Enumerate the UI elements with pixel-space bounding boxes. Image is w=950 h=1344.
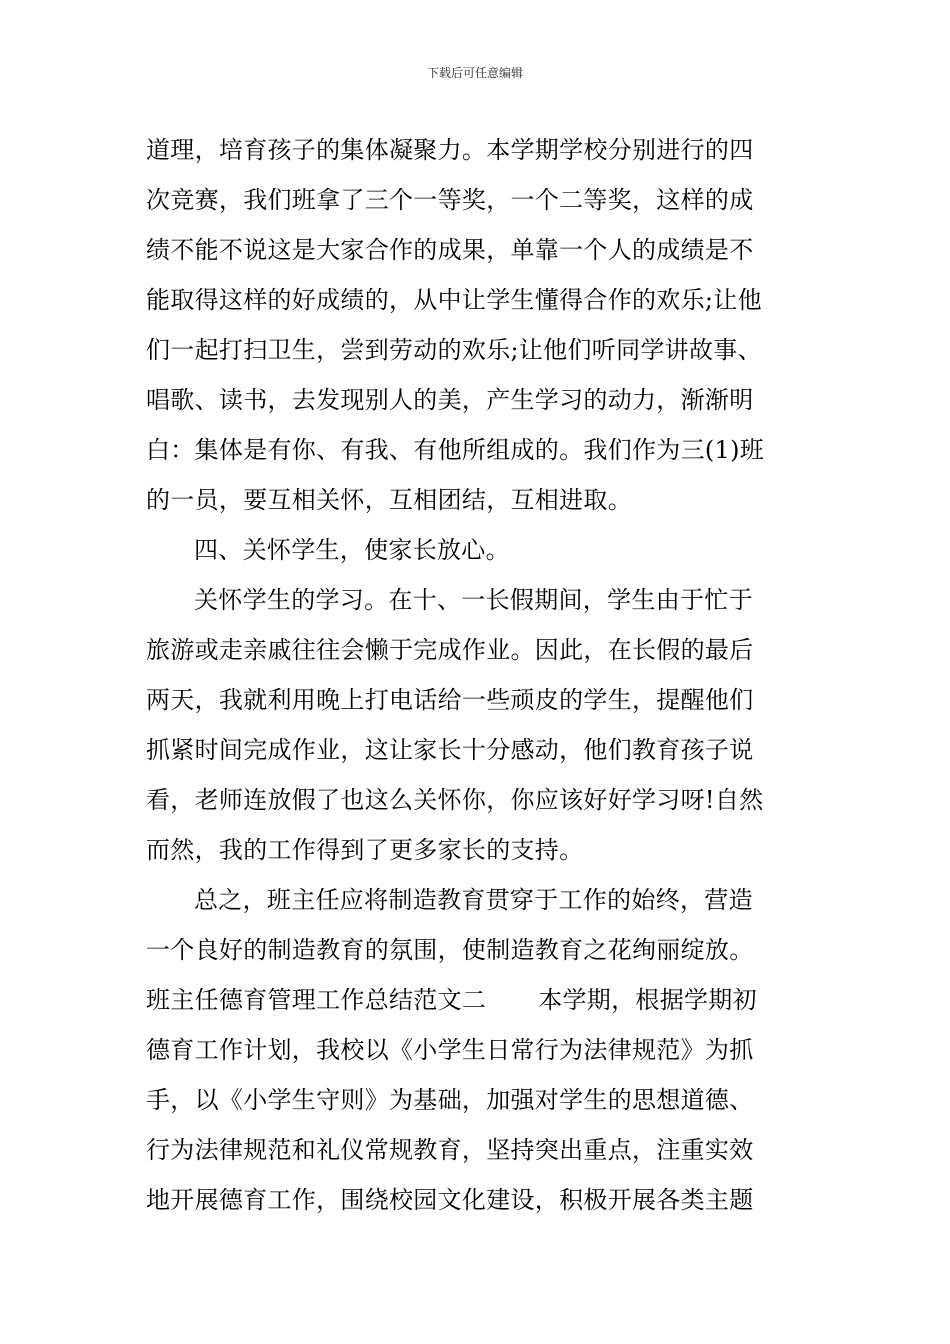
text-line: 次竞赛，我们班拿了三个一等奖，一个二等奖，这样的成 <box>146 186 754 214</box>
text-line: 德育工作计划，我校以《小学生日常行为法律规范》为抓 <box>146 1036 754 1064</box>
title-continuation: 本学期，根据学期初 <box>538 986 757 1014</box>
text-line: 两天，我就利用晚上打电话给一些顽皮的学生，提醒他们 <box>146 686 754 714</box>
text-line: 道理，培育孩子的集体凝聚力。本学期学校分别进行的四 <box>146 136 754 164</box>
document-title: 班主任德育管理工作总结范文二 <box>146 986 487 1014</box>
text-line: 唱歌、读书，去发现别人的美，产生学习的动力，渐渐明 <box>146 386 754 414</box>
text-line: 旅游或走亲戚往往会懒于完成作业。因此，在长假的最后 <box>146 636 754 664</box>
text-line: 而然，我的工作得到了更多家长的支持。 <box>146 836 584 864</box>
paragraph-start-line: 关怀学生的学习。在十、一长假期间，学生由于忙于 <box>194 586 753 614</box>
text-line: 抓紧时间完成作业，这让家长十分感动，他们教育孩子说 <box>146 736 754 764</box>
text-line: 绩不能不说这是大家合作的成果，单靠一个人的成绩是不 <box>146 236 754 264</box>
text-line: 们一起打扫卫生，尝到劳动的欢乐;让他们听同学讲故事、 <box>146 336 762 364</box>
text-line: 的一员，要互相关怀，互相团结，互相进取。 <box>146 486 632 514</box>
text-line: 地开展德育工作，围绕校园文化建设，积极开展各类主题 <box>146 1186 754 1214</box>
text-line: 看，老师连放假了也这么关怀你，你应该好好学习呀!自然 <box>146 786 764 814</box>
text-line: 行为法律规范和礼仪常规教育，坚持突出重点，注重实效 <box>146 1136 754 1164</box>
title-line <box>146 975 811 1025</box>
text-line: 白：集体是有你、有我、有他所组成的。我们作为三(1)班 <box>146 436 765 464</box>
text-line: 手，以《小学生守则》为基础，加强对学生的思想道德、 <box>146 1086 754 1114</box>
section-heading: 四、关怀学生，使家长放心。 <box>194 536 510 564</box>
text-line: 能取得这样的好成绩的，从中让学生懂得合作的欢乐;让他 <box>146 286 762 314</box>
page-header: 下载后可任意编辑 <box>426 66 523 80</box>
paragraph-start-line: 总之，班主任应将制造教育贯穿于工作的始终，营造 <box>194 886 753 914</box>
document-body <box>146 125 811 1225</box>
text-line: 一个良好的制造教育的氛围，使制造教育之花绚丽绽放。 <box>146 936 754 964</box>
